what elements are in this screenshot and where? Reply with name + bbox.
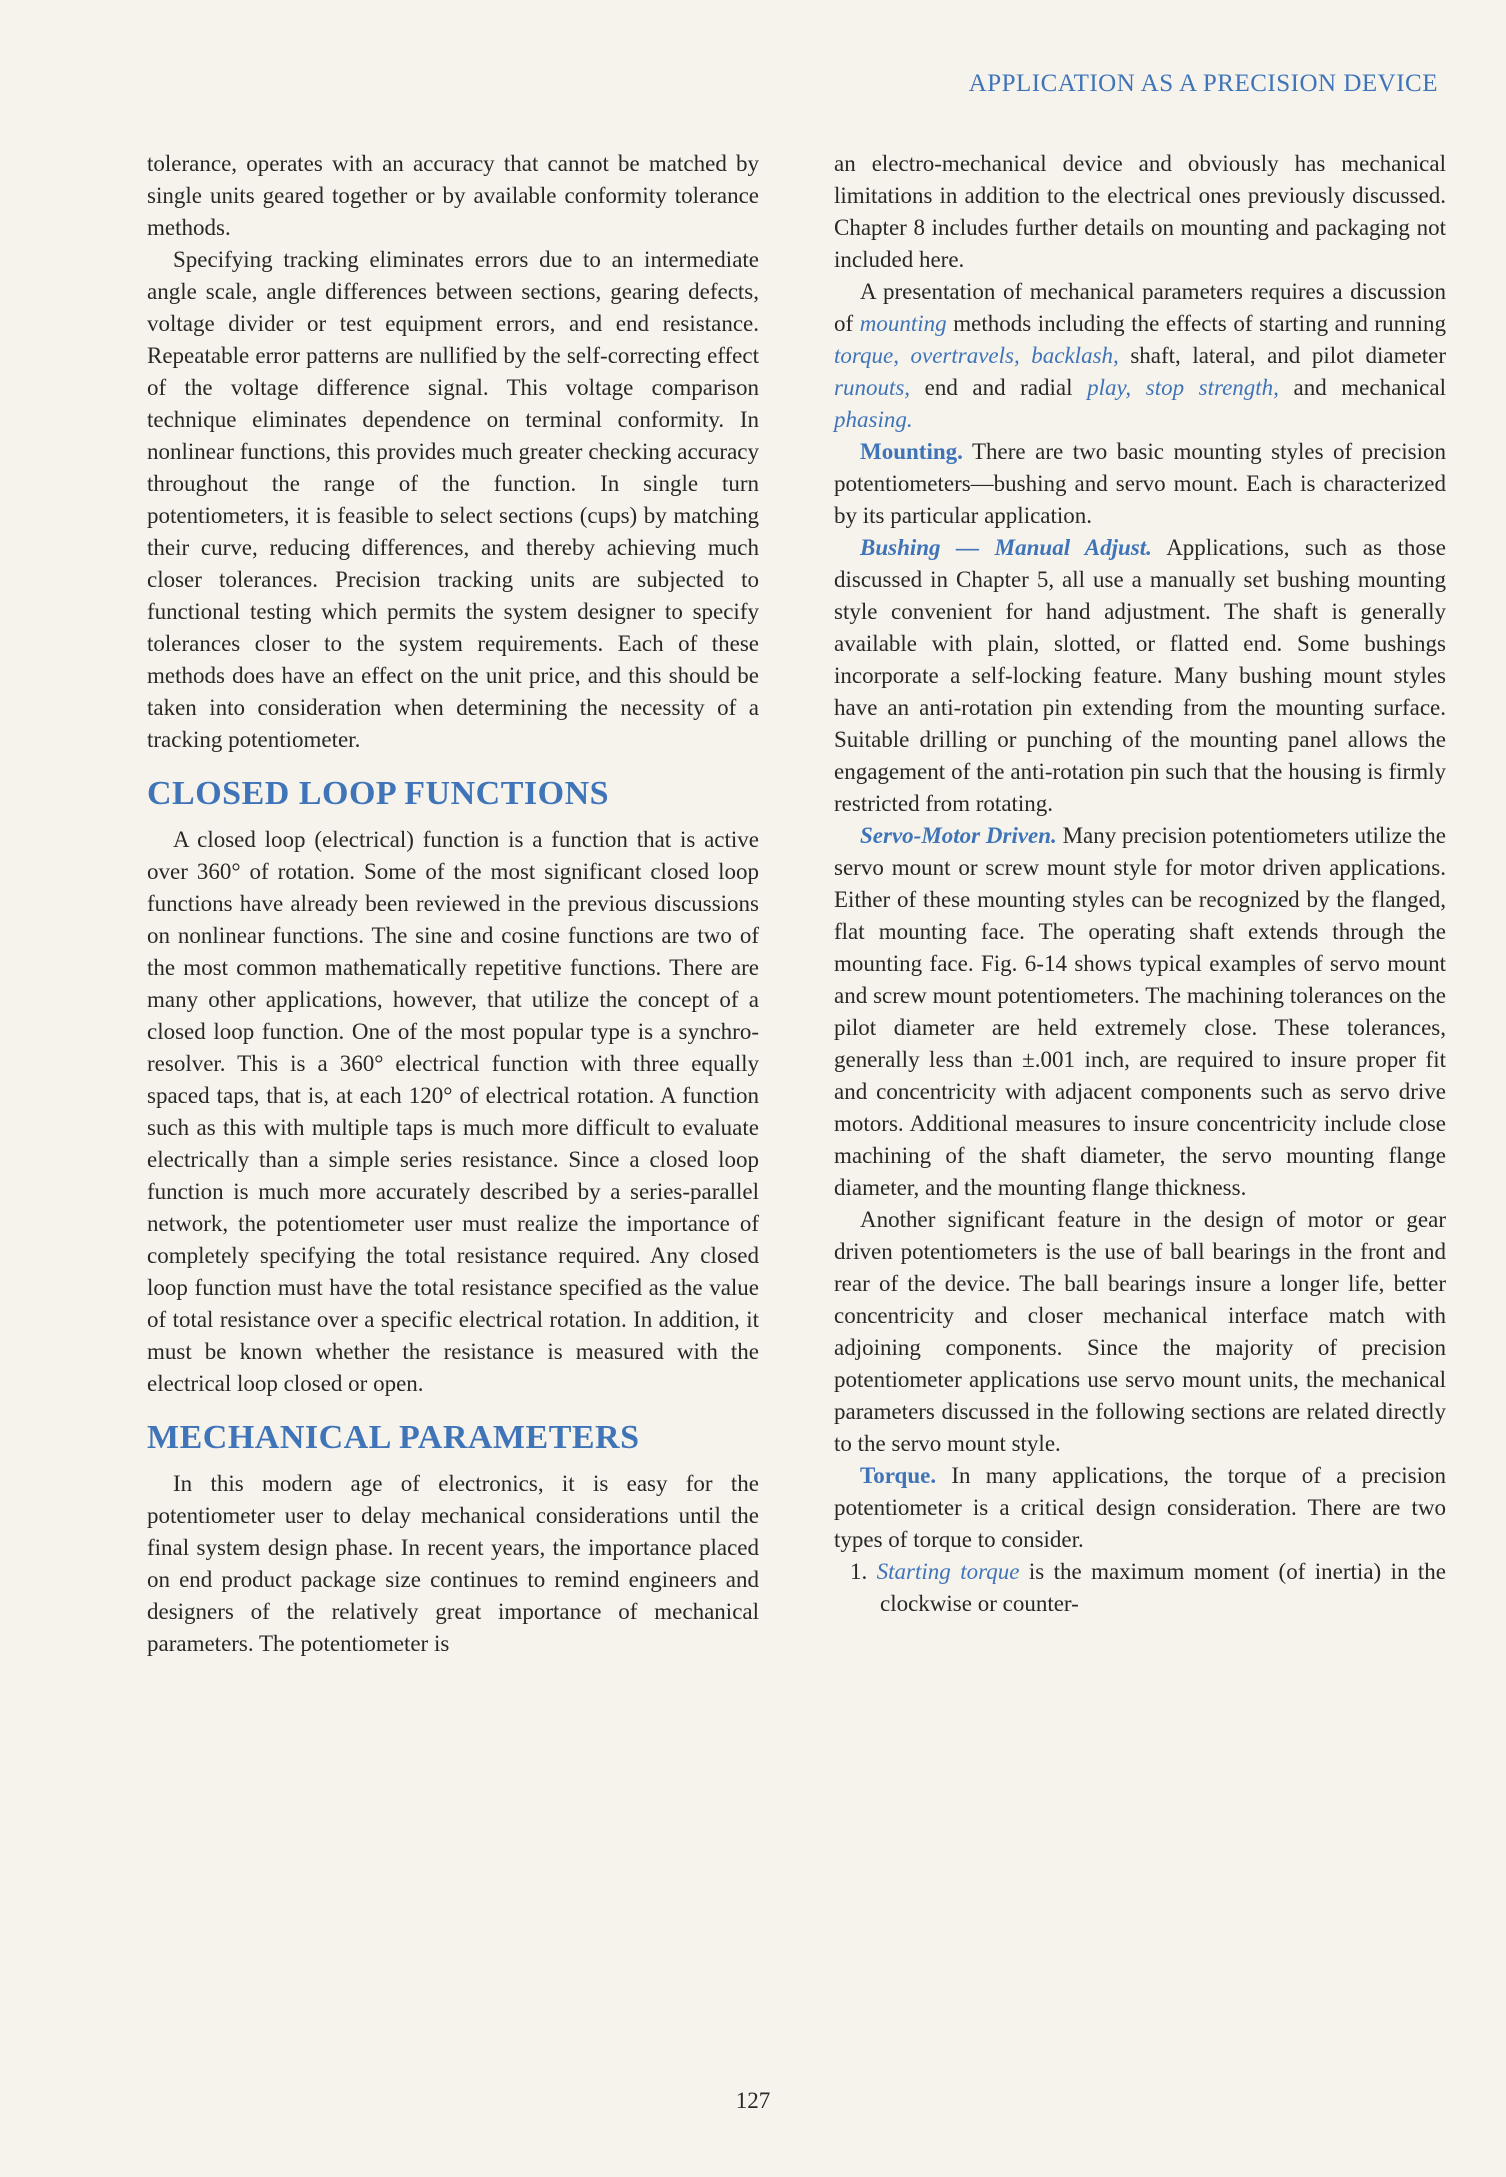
text-run: Many precision potentiometers utilize the servo mount or screw mount style for motor driven applications. Either of these mounting styles can be recognized by the flanged, flat mounting face. The operating shaft extends through the mounting face. Fig. 6-14 shows typical examples of servo mount and screw mount potentiometers. The machining tolerances on the pilot diameter are held extremely close. These tolerances, generally less than ±.001 inch, are required to insure proper fit and concentricity with adjacent components such as servo drive motors. Additional measures to insure concentricity include close machining of the shaft diameter, the servo mounting flange diameter, and the mounting flange thickness. [834,823,1446,1200]
paragraph [834,532,1446,820]
paragraph: an electro-mechanical device and obviously has mechanical limitations in addition to the electrical ones previously discussed. Chapter 8 includes further details on mounting and packaging not included here. [834,151,1446,272]
text-run: In many applications, the torque of a precision potentiometer is a critical design consideration. There are two types of torque to consider. [834,1463,1446,1552]
paragraph [834,276,1446,436]
left-column [147,148,759,1660]
list-item [834,1556,1446,1620]
text-run: methods including the effects of starting and running [946,311,1446,336]
text-run: There are two basic mounting styles of precision potentiometers—bushing and servo mount. Each is characterized by its particular application. [834,439,1446,528]
paragraph: A closed loop (electrical) function is a function that is active over 360° of rotation. Some of the most significant closed loop functions have already been reviewed in the previous discussions on nonlinear functions. The sine and cosine functions are two of the most common mathematically repetitive functions. There are many other applications, however, that utilize the concept of a closed loop function. One of the most popular type is a synchro-resolver. This is a 360° electrical function with three equally spaced taps, that is, at each 120° of electrical rotation. A function such as this with multiple taps is much more difficult to evaluate electrically than a simple series resistance. Since a closed loop function is much more accurately described by a series-parallel network, the potentiometer user must realize the importance of completely specifying the total resistance required. Any closed loop function must have the total resistance specified as the value of total resistance over a specific electrical rotation. In addition, it must be known whether the resistance is measured with the electrical loop closed or open. [147,827,759,1396]
run-in-head-bushing: Bushing — Manual Adjust. [860,535,1152,560]
paragraph: Another significant feature in the design of motor or gear driven potentiometers is the use of ball bearings in the front and rear of the device. The ball bearings insure a longer life, better concentricity and closer mechanical interface match with adjoining components. Since the majority of precision potentiometer applications use servo mount units, the mechanical parameters discussed in the following sections are related directly to the servo mount style. [834,1207,1446,1456]
paragraph: tolerance, operates with an accuracy that cannot be matched by single units geared together or by available conformity tolerance methods. [147,151,759,240]
paragraph [834,436,1446,532]
term-runouts: runouts, [834,375,911,400]
section-heading-mechanical: MECHANICAL PARAMETERS [147,1419,640,1456]
term-starting-torque: Starting torque [876,1559,1020,1584]
text-run: Applications, such as those discussed in Chapter 5, all use a manually set bushing mounting style convenient for hand adjustment. The shaft is generally available with plain, slotted, or flatted end. Some bushings incorporate a self-locking feature. Many bushing mount styles have an anti-rotation pin extending from the mounting surface. Suitable drilling or punching of the mounting panel allows the engagement of the anti-rotation pin such that the housing is firmly restricted from rotating. [834,535,1446,816]
text-run: is the maximum moment (of inertia) in the clockwise or counter- [880,1559,1446,1616]
page-number: 127 [735,2088,771,2113]
paragraph [834,1460,1446,1556]
paragraph: In this modern age of electronics, it is easy for the potentiometer user to delay mechanical considerations until the final system design phase. In recent years, the importance placed on end product package size continues to remind engineers and designers of the relatively great importance of mechanical parameters. The potentiometer is [147,1471,759,1656]
text-run: and mechanical [1278,375,1446,400]
paragraph [834,820,1446,1204]
text-run: end and radial [910,375,1088,400]
text-run: A presentation of mechanical parameters requires a discussion of [834,279,1446,336]
text-run: shaft, lateral, and pilot diameter [1118,343,1446,368]
run-in-head-torque: Torque. [860,1463,937,1488]
term-phasing: phasing. [834,407,913,432]
paragraph: Specifying tracking eliminates errors due to an intermediate angle scale, angle differences between sections, gearing defects, voltage divider or test equipment errors, and end resistance. Repeatable error patterns are nullified by the self-correcting effect of the voltage difference signal. This voltage comparison technique eliminates dependence on terminal conformity. In nonlinear functions, this provides much greater checking accuracy throughout the range of the function. In single turn potentiometers, it is feasible to select sections (cups) by matching their curve, reducing differences, and thereby achieving much closer tolerances. Precision tracking units are subjected to functional testing which permits the system designer to specify tolerances closer to the system requirements. Each of these methods does have an effect on the unit price, and this should be taken into consideration when determining the necessity of a tracking potentiometer. [147,247,759,752]
run-in-head-mounting: Mounting. [860,439,963,464]
run-in-head-servo: Servo-Motor Driven. [860,823,1057,848]
term-mounting: mounting [859,311,947,336]
right-column [834,148,1446,1620]
running-head: APPLICATION AS A PRECISION DEVICE [968,70,1438,97]
term-play: play, stop strength, [1087,375,1279,400]
term-torque: torque, overtravels, backlash, [834,343,1119,368]
list-number: 1. [850,1559,868,1584]
section-heading-closed-loop: CLOSED LOOP FUNCTIONS [147,775,610,812]
